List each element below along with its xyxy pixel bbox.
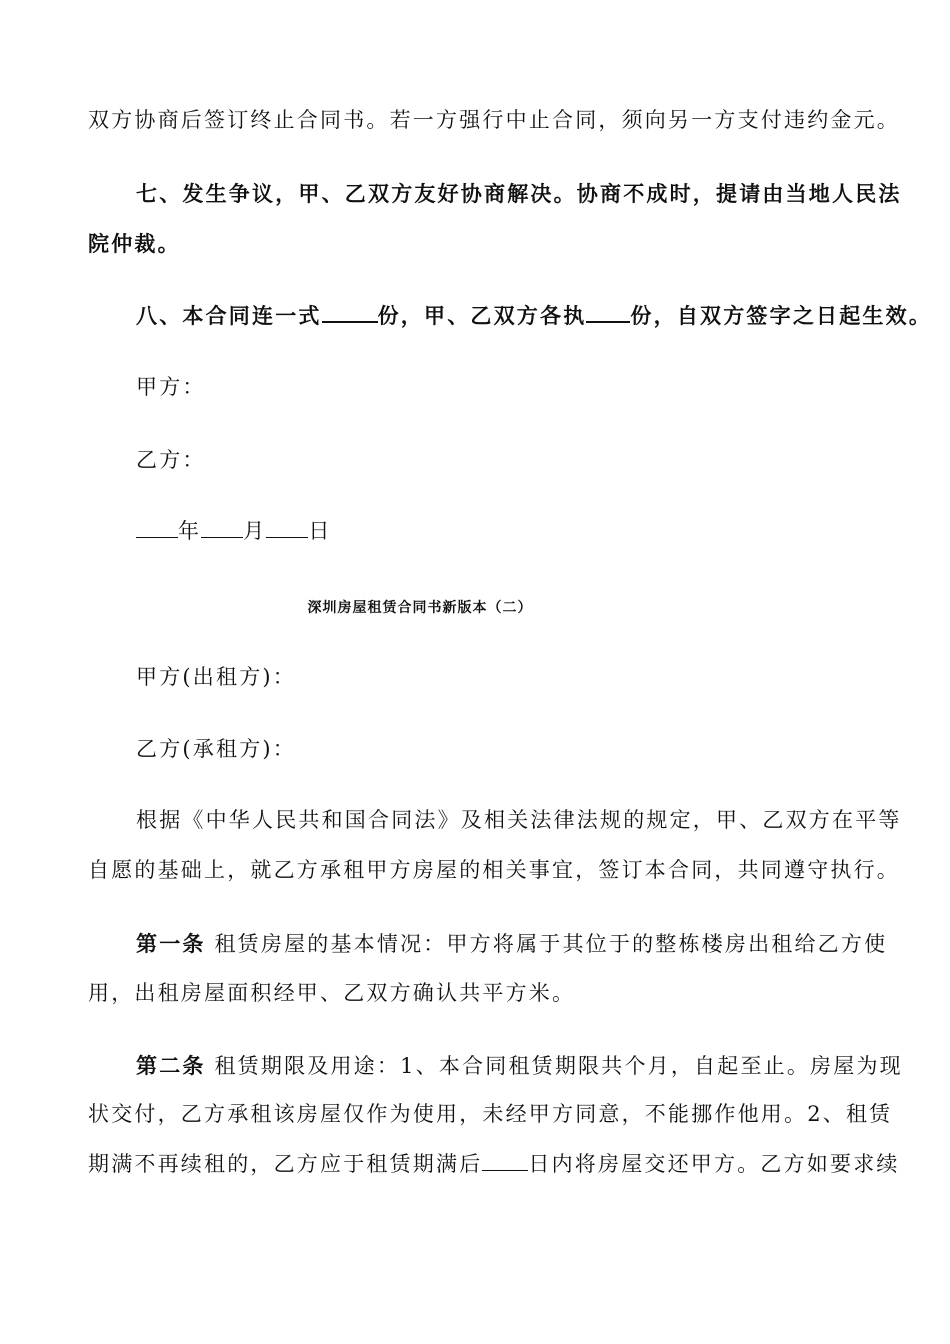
article-1-label: 第一条 xyxy=(136,931,206,956)
article-2-line-3 xyxy=(88,1154,900,1175)
article-1-text-1: 租赁房屋的基本情况：甲方将属于其位于的整栋楼房出租给乙方使 xyxy=(205,932,888,956)
article-2-text-3b: 日内将房屋交还甲方。乙方如要求续 xyxy=(528,1152,900,1176)
termination-clause-line: 双方协商后签订终止合同书。若一方强行中止合同，须向另一方支付违约金元。 xyxy=(88,108,900,132)
article-2-text-1: 租赁期限及用途：1、本合同租赁期限共个月，自起至止。房屋为现 xyxy=(205,1054,903,1078)
clause-7-line-2: 院仲裁。 xyxy=(88,231,181,256)
article-1-line-2: 用，出租房屋面积经甲、乙双方确认共平方米。 xyxy=(88,981,576,1005)
day-blank xyxy=(266,536,308,538)
year-blank xyxy=(136,536,178,538)
copies-each-blank xyxy=(586,320,630,323)
clause-8-text-c: 份，自双方签字之日起生效。 xyxy=(630,303,933,328)
party-a-label: 甲方： xyxy=(136,375,206,399)
clause-8-line xyxy=(136,305,932,326)
article-1-line-1 xyxy=(136,933,887,955)
copies-total-blank xyxy=(322,320,378,323)
article-2-line-1 xyxy=(136,1055,903,1077)
clause-8-text-a: 八、本合同连一式 xyxy=(136,303,322,328)
signing-date-line xyxy=(136,521,332,542)
return-days-blank xyxy=(482,1169,528,1171)
month-label: 月 xyxy=(243,519,267,543)
day-label: 日 xyxy=(308,519,332,543)
contract-2-title: 深圳房屋租赁合同书新版本（二） xyxy=(307,600,533,616)
month-blank xyxy=(201,536,243,538)
clause-8-text-b: 份，甲、乙双方各执 xyxy=(377,303,587,328)
clause-7-line-1: 七、发生争议，甲、乙双方友好协商解决。协商不成时，提请由当地人民法 xyxy=(136,181,902,206)
article-2-line-2: 状交付，乙方承租该房屋仅作为使用，未经甲方同意，不能挪作他用。2、租赁 xyxy=(88,1102,893,1126)
preamble-line-2: 自愿的基础上，就乙方承租甲方房屋的相关事宜，签订本合同，共同遵守执行。 xyxy=(88,858,900,882)
party-b-label: 乙方： xyxy=(136,448,206,472)
preamble-line-1: 根据《中华人民共和国合同法》及相关法律法规的规定，甲、乙双方在平等 xyxy=(136,808,902,832)
lessee-label: 乙方(承租方)： xyxy=(136,737,296,761)
year-label: 年 xyxy=(178,519,202,543)
article-2-text-3a: 期满不再续租的，乙方应于租赁期满后 xyxy=(88,1152,483,1176)
lessor-label: 甲方(出租方)： xyxy=(136,665,296,689)
article-2-label: 第二条 xyxy=(136,1053,206,1078)
